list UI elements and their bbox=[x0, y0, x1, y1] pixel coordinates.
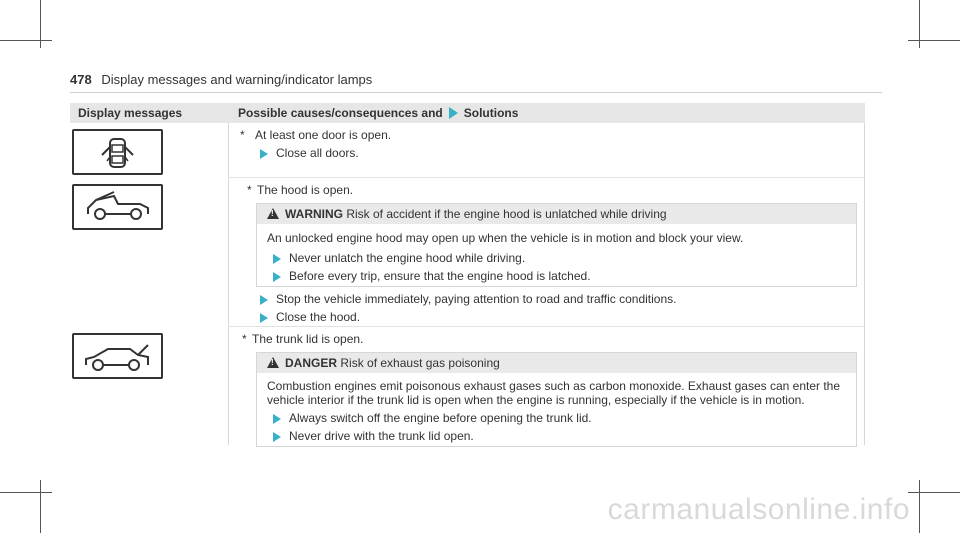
col-header-causes bbox=[238, 106, 518, 120]
crop-mark bbox=[919, 480, 920, 533]
page-title: Display messages and warning/indicator lamps bbox=[101, 72, 373, 87]
danger-text: Combustion engines emit poisonous exhaust gases such as carbon monoxide. Exhaust gases can enter the bbox=[267, 379, 841, 393]
step-bullet-icon bbox=[260, 149, 268, 159]
warning-title: Risk of accident if the engine hood is unlatched while driving bbox=[346, 207, 667, 221]
warning-step-text: Never unlatch the engine hood while driving. bbox=[289, 251, 526, 265]
warning-label: WARNING bbox=[285, 207, 343, 221]
row-cause-text: The hood is open. bbox=[257, 183, 354, 197]
danger-title: Risk of exhaust gas poisoning bbox=[340, 356, 500, 370]
col-header-display-messages: Display messages bbox=[78, 106, 183, 120]
danger-step-text: Never drive with the trunk lid open. bbox=[289, 429, 474, 443]
danger-text: vehicle interior if the trunk lid is open when the engine is running, especially if the vehicle is in motion. bbox=[267, 393, 805, 407]
row-divider bbox=[228, 177, 864, 178]
danger-heading bbox=[285, 356, 500, 370]
watermark: carmanualsonline.info bbox=[607, 493, 910, 526]
warning-box bbox=[256, 203, 857, 287]
step-bullet-icon bbox=[273, 272, 281, 282]
danger-step-text: Always switch off the engine before opening the trunk lid. bbox=[289, 411, 592, 425]
step-bullet-icon bbox=[260, 295, 268, 305]
warning-step-text: Before every trip, ensure that the engine hood is latched. bbox=[289, 269, 591, 283]
header-divider bbox=[70, 92, 882, 93]
column-divider bbox=[228, 123, 229, 445]
arrow-icon bbox=[449, 107, 458, 119]
warning-heading bbox=[285, 207, 667, 221]
danger-box bbox=[256, 352, 857, 447]
row-divider bbox=[228, 326, 864, 327]
warning-triangle-icon bbox=[267, 208, 279, 219]
page-number: 478 bbox=[70, 72, 92, 87]
crop-mark bbox=[40, 480, 41, 533]
crop-mark bbox=[0, 40, 52, 41]
crop-mark bbox=[0, 492, 52, 493]
step-bullet-icon bbox=[260, 313, 268, 323]
col-header-solutions-text: Solutions bbox=[463, 106, 519, 120]
table-header bbox=[70, 103, 865, 123]
step-bullet-icon bbox=[273, 414, 281, 424]
danger-triangle-icon bbox=[267, 357, 279, 368]
display-messages-table bbox=[70, 103, 865, 445]
row-step-text: Close all doors. bbox=[276, 146, 359, 160]
step-bullet-icon bbox=[273, 432, 281, 442]
step-bullet-icon bbox=[273, 254, 281, 264]
footnote-star: * bbox=[247, 183, 252, 197]
row-cause-text: At least one door is open. bbox=[255, 128, 392, 142]
page-header bbox=[70, 72, 372, 87]
row-cause-text: The trunk lid is open. bbox=[252, 332, 364, 346]
danger-label: DANGER bbox=[285, 356, 338, 370]
table-right-edge bbox=[864, 123, 865, 445]
car-hood-open-icon bbox=[72, 184, 163, 230]
footnote-star: * bbox=[242, 332, 247, 346]
crop-mark bbox=[908, 40, 960, 41]
row-step-text: Stop the vehicle immediately, paying attention to road and traffic conditions. bbox=[276, 292, 677, 306]
car-door-open-icon bbox=[72, 129, 163, 175]
warning-text: An unlocked engine hood may open up when the vehicle is in motion and block your view. bbox=[267, 231, 744, 245]
crop-mark bbox=[908, 492, 960, 493]
footnote-star: * bbox=[240, 128, 245, 142]
car-trunk-open-icon bbox=[72, 333, 163, 379]
row-step-text: Close the hood. bbox=[276, 310, 361, 324]
col-header-causes-text: Possible causes/consequences and bbox=[238, 106, 443, 120]
